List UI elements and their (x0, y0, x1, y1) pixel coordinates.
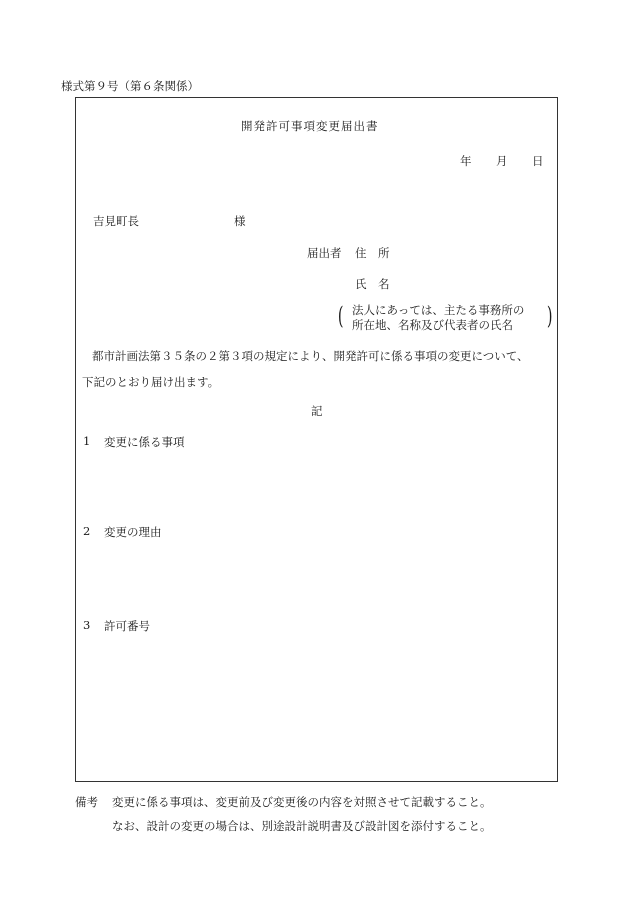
notifier-label: 届出者 (307, 246, 342, 260)
corporate-note-line2: 所在地、名称及び代表者の氏名 (352, 318, 513, 332)
item-3-label: 許可番号 (104, 619, 150, 633)
item-2-label: 変更の理由 (104, 525, 162, 539)
remarks-line2: なお、設計の変更の場合は、別途設計説明書及び設計図を添付すること。 (112, 819, 492, 833)
left-parenthesis: ( (337, 302, 344, 330)
body-text-line2: 下記のとおり届け出ます。 (82, 375, 220, 389)
form-title: 開発許可事項変更届出書 (241, 119, 379, 133)
address-label: 住 所 (355, 246, 390, 260)
addressee-honorific: 様 (234, 214, 246, 228)
item-3-number: 3 (83, 618, 91, 632)
right-parenthesis: ) (546, 302, 553, 330)
date-year: 年 (460, 154, 472, 168)
item-1-number: 1 (83, 434, 91, 448)
item-2-number: 2 (83, 524, 91, 538)
date-month: 月 (496, 154, 508, 168)
corporate-note-line1: 法人にあっては、主たる事務所の (352, 303, 525, 317)
item-1-label: 変更に係る事項 (104, 435, 185, 449)
record-label: 記 (311, 404, 323, 418)
body-text-line1: 都市計画法第３５条の２第３項の規定により、開発許可に係る事項の変更について、 (92, 349, 529, 363)
remarks-line1: 変更に係る事項は、変更前及び変更後の内容を対照させて記載すること。 (112, 795, 492, 809)
date-day: 日 (532, 154, 544, 168)
remarks-label: 備考 (75, 795, 98, 809)
addressee-name: 吉見町長 (93, 214, 139, 228)
corporate-note (337, 302, 553, 333)
name-label: 氏 名 (355, 277, 390, 291)
form-code: 様式第９号（第６条関係） (61, 79, 199, 93)
